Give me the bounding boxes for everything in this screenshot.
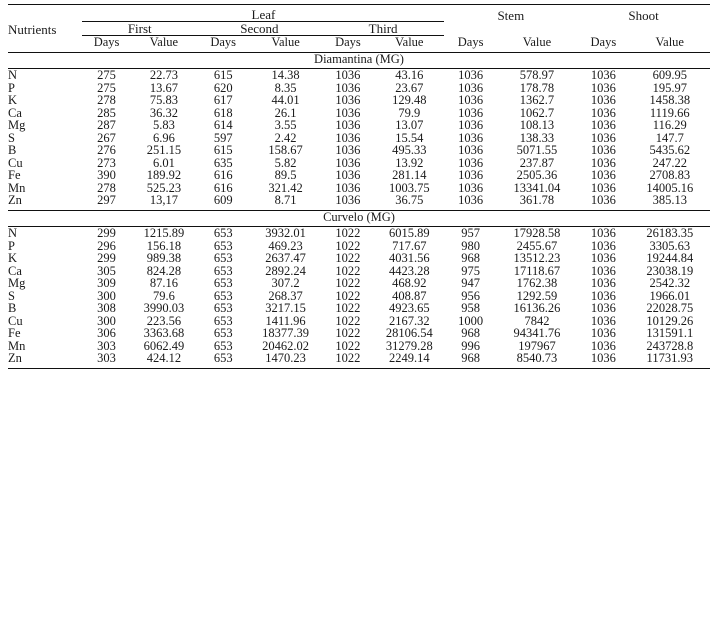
table-cell: 1036 xyxy=(458,143,484,157)
table-cell: 20462.02 xyxy=(262,338,309,353)
table-cell: 13,17 xyxy=(149,193,178,207)
table-cell: 2249.14 xyxy=(388,351,430,365)
table-cell: 5.83 xyxy=(152,118,175,132)
table-cell: 616 xyxy=(213,168,233,182)
table-cell: 13.67 xyxy=(149,80,178,95)
table-cell: 1036 xyxy=(335,68,361,82)
table-cell: 79.9 xyxy=(398,105,421,120)
table-cell: 14.38 xyxy=(271,68,300,82)
table-cell: 947 xyxy=(461,276,480,290)
row-nutrient-label: Mn xyxy=(8,180,26,195)
table-cell: 1022 xyxy=(335,313,361,328)
table-cell: 13.07 xyxy=(395,118,424,132)
table-cell: 1036 xyxy=(590,326,616,340)
table-cell: 1022 xyxy=(335,351,361,365)
table-cell: 131591.1 xyxy=(646,326,694,340)
table-cell: 1036 xyxy=(335,93,361,107)
subheader-leaf-first-days: Days xyxy=(93,35,120,49)
section-title: Curvelo (MG) xyxy=(323,209,395,224)
subheader-stem-days: Days xyxy=(457,35,484,49)
table-cell: 2637.47 xyxy=(265,251,306,265)
table-cell: 14005.16 xyxy=(646,180,694,195)
table-cell: 321.42 xyxy=(268,180,303,195)
row-nutrient-label: Mg xyxy=(8,276,26,290)
table-cell: 3990.03 xyxy=(143,301,185,315)
table-cell: 2505.36 xyxy=(516,168,558,182)
section-title: Diamantina (MG) xyxy=(314,51,404,66)
table-cell: 296 xyxy=(97,238,116,253)
table-cell: 956 xyxy=(461,288,480,303)
nutrients-table xyxy=(8,4,710,369)
table-cell: 1022 xyxy=(335,251,361,265)
table-cell: 8.35 xyxy=(274,80,297,95)
table-cell: 635 xyxy=(213,155,233,170)
table-cell: 2892.24 xyxy=(265,263,306,278)
table-cell: 653 xyxy=(213,326,233,340)
row-nutrient-label: S xyxy=(8,288,15,303)
table-cell: 1036 xyxy=(458,105,484,120)
table-cell: 390 xyxy=(97,168,116,182)
table-cell: 5.82 xyxy=(274,155,297,170)
col-group-stem: Stem xyxy=(497,7,525,23)
table-cell: 2455.67 xyxy=(516,238,558,253)
table-cell: 996 xyxy=(461,338,480,353)
table-cell: 1762.38 xyxy=(516,276,558,290)
table-cell: 6062.49 xyxy=(143,338,185,353)
table-cell: 28106.54 xyxy=(385,326,433,340)
row-nutrient-label: Ca xyxy=(8,263,22,278)
table-cell: 94341.76 xyxy=(513,326,561,340)
table-cell: 1411.96 xyxy=(265,313,306,328)
table-cell: 300 xyxy=(97,313,116,328)
row-nutrient-label: Zn xyxy=(8,351,22,365)
table-cell: 156.18 xyxy=(146,238,182,253)
section-title-row xyxy=(8,52,710,65)
table-cell: 1036 xyxy=(590,193,616,207)
row-nutrient-label: Mn xyxy=(8,338,26,353)
table-cell: 75.83 xyxy=(149,93,178,107)
table-cell: 243728.8 xyxy=(646,338,694,353)
leaf-subgroup-row xyxy=(8,22,710,36)
table-cell: 299 xyxy=(97,251,116,265)
table-cell: 615 xyxy=(213,68,233,82)
table-cell: 525.23 xyxy=(146,180,182,195)
row-nutrient-label: K xyxy=(8,93,18,107)
table-cell: 1036 xyxy=(335,193,361,207)
table-cell: 1036 xyxy=(590,238,616,253)
table-cell: 1036 xyxy=(590,263,616,278)
table-cell: 1036 xyxy=(335,105,361,120)
subheader-leaf-third-value: Value xyxy=(395,35,424,49)
table-cell: 17928.58 xyxy=(513,226,561,240)
table-cell: 7842 xyxy=(524,313,550,328)
table-cell: 1036 xyxy=(335,80,361,95)
table-cell: 309 xyxy=(97,276,116,290)
table-cell: 22028.75 xyxy=(646,301,694,315)
table-cell: 968 xyxy=(461,351,480,365)
row-nutrient-label: S xyxy=(8,130,15,145)
row-nutrient-label: N xyxy=(8,226,18,240)
table-cell: 23.67 xyxy=(395,80,424,95)
section-title-row xyxy=(8,210,710,223)
table-cell: 16136.26 xyxy=(513,301,561,315)
table-cell: 2708.83 xyxy=(649,168,691,182)
table-cell: 178.78 xyxy=(519,80,555,95)
table-cell: 237.87 xyxy=(519,155,555,170)
col-group-shoot: Shoot xyxy=(628,7,659,23)
table-cell: 597 xyxy=(213,130,233,145)
table-cell: 408.87 xyxy=(392,288,427,303)
table-cell: 158.67 xyxy=(268,143,303,157)
table-cell: 1036 xyxy=(458,168,484,182)
table-cell: 1003.75 xyxy=(388,180,430,195)
table-cell: 197967 xyxy=(518,338,556,353)
table-cell: 306 xyxy=(97,326,116,340)
subheader-shoot-value: Value xyxy=(655,35,684,49)
table-cell: 653 xyxy=(213,263,233,278)
table-cell: 287 xyxy=(97,118,116,132)
table-cell: 267 xyxy=(97,130,116,145)
table-cell: 308 xyxy=(97,301,116,315)
subheader-blank xyxy=(8,36,82,49)
table-cell: 11731.93 xyxy=(646,351,693,365)
row-nutrient-label: Fe xyxy=(8,326,21,340)
table-cell: 957 xyxy=(461,226,480,240)
table-cell: 653 xyxy=(213,251,233,265)
table-cell: 275 xyxy=(97,80,116,95)
table-cell: 1036 xyxy=(335,143,361,157)
table-cell: 8540.73 xyxy=(516,351,558,365)
col-group-leaf: Leaf xyxy=(82,8,444,22)
table-cell: 108.13 xyxy=(519,118,555,132)
table-cell: 1036 xyxy=(590,313,616,328)
table-cell: 1022 xyxy=(335,226,361,240)
table-cell: 189.92 xyxy=(146,168,182,182)
table-cell: 1036 xyxy=(590,351,616,365)
subheader-shoot-days: Days xyxy=(590,35,617,49)
table-cell: 617 xyxy=(213,93,233,107)
table-cell: 958 xyxy=(461,301,480,315)
row-nutrient-label: Cu xyxy=(8,155,23,170)
table-cell: 305 xyxy=(97,263,116,278)
table-row xyxy=(8,169,710,182)
table-cell: 275 xyxy=(97,68,116,82)
row-nutrient-label: P xyxy=(8,238,15,253)
table-cell: 36.32 xyxy=(149,105,178,120)
table-cell: 26.1 xyxy=(274,105,297,120)
table-cell: 1036 xyxy=(335,130,361,145)
table-cell: 1036 xyxy=(590,80,616,95)
group-header-row xyxy=(8,8,710,22)
table-cell: 361.78 xyxy=(519,193,555,207)
table-cell: 1036 xyxy=(458,130,484,145)
table-cell: 1036 xyxy=(590,276,616,290)
table-cell: 1036 xyxy=(590,168,616,182)
table-cell: 89.5 xyxy=(274,168,297,182)
table-cell: 1036 xyxy=(335,118,361,132)
table-cell: 609 xyxy=(213,193,233,207)
table-cell: 1022 xyxy=(335,238,361,253)
table-cell: 297 xyxy=(97,193,116,207)
table-cell: 1119.66 xyxy=(649,105,690,120)
table-cell: 303 xyxy=(97,338,116,353)
table-cell: 618 xyxy=(213,105,233,120)
row-nutrient-label: Cu xyxy=(8,313,23,328)
table-cell: 3305.63 xyxy=(649,238,691,253)
table-cell: 1036 xyxy=(590,118,616,132)
table-cell: 18377.39 xyxy=(262,326,309,340)
table-cell: 1062.7 xyxy=(519,105,555,120)
table-row xyxy=(8,277,710,290)
table-cell: 278 xyxy=(97,180,116,195)
table-cell: 1022 xyxy=(335,301,361,315)
col-group-leaf-second: Second xyxy=(197,22,322,36)
table-cell: 1215.89 xyxy=(143,226,185,240)
table-cell: 989.38 xyxy=(146,251,182,265)
row-nutrient-label: B xyxy=(8,143,17,157)
row-nutrient-label: P xyxy=(8,80,15,95)
table-row xyxy=(8,69,710,82)
table-cell: 26183.35 xyxy=(646,226,694,240)
table-row xyxy=(8,227,710,240)
table-cell: 1292.59 xyxy=(516,288,558,303)
table-cell: 79.6 xyxy=(152,288,175,303)
table-cell: 653 xyxy=(213,351,233,365)
table-cell: 13341.04 xyxy=(513,180,561,195)
table-cell: 278 xyxy=(97,93,116,107)
subheader-stem-value: Value xyxy=(522,35,552,49)
table-cell: 6015.89 xyxy=(388,226,430,240)
col-header-nutrients: Nutrients xyxy=(8,21,57,37)
table-cell: 653 xyxy=(213,338,233,353)
table-cell: 1036 xyxy=(590,143,616,157)
stem-spacer xyxy=(444,22,577,36)
table-row xyxy=(8,94,710,107)
table-row xyxy=(8,119,710,132)
table-cell: 1036 xyxy=(458,68,484,82)
table-cell: 1036 xyxy=(458,180,484,195)
table-row xyxy=(8,144,710,157)
table-cell: 5071.55 xyxy=(516,143,558,157)
table-cell: 276 xyxy=(97,143,116,157)
table-cell: 44.01 xyxy=(271,93,300,107)
table-cell: 43.16 xyxy=(395,68,424,82)
table-body xyxy=(8,52,710,368)
table-cell: 4031.56 xyxy=(388,251,430,265)
table-cell: 469.23 xyxy=(268,238,303,253)
row-nutrient-label: N xyxy=(8,68,18,82)
table-cell: 300 xyxy=(97,288,116,303)
table-cell: 1036 xyxy=(590,68,616,82)
table-cell: 1036 xyxy=(590,180,616,195)
table-cell: 1022 xyxy=(335,338,361,353)
col-group-leaf-third: Third xyxy=(322,22,445,36)
bottom-rule xyxy=(8,365,710,369)
table-cell: 10129.26 xyxy=(646,313,694,328)
table-cell: 824.28 xyxy=(146,263,182,278)
table-cell: 1022 xyxy=(335,263,361,278)
table-cell: 1036 xyxy=(590,251,616,265)
subheader-leaf-second-days: Days xyxy=(210,35,237,49)
table-cell: 273 xyxy=(97,155,116,170)
row-nutrient-label: Mg xyxy=(8,118,26,132)
subheader-leaf-second-value: Value xyxy=(271,35,300,49)
table-cell: 247.22 xyxy=(652,155,687,170)
table-row xyxy=(8,327,710,340)
table-cell: 653 xyxy=(213,226,233,240)
table-cell: 1036 xyxy=(590,105,616,120)
table-cell: 385.13 xyxy=(652,193,687,207)
table-cell: 285 xyxy=(97,105,116,120)
table-cell: 1362.7 xyxy=(519,93,555,107)
row-nutrient-label: Fe xyxy=(8,168,21,182)
table-cell: 1036 xyxy=(590,288,616,303)
table-cell: 116.29 xyxy=(652,118,687,132)
table-row xyxy=(8,352,710,365)
table-cell: 307.2 xyxy=(271,276,300,290)
table-cell: 13512.23 xyxy=(513,251,561,265)
table-cell: 223.56 xyxy=(146,313,182,328)
table-cell: 3363.68 xyxy=(143,326,185,340)
table-cell: 1036 xyxy=(335,180,361,195)
row-nutrient-label: Zn xyxy=(8,193,22,207)
table-cell: 653 xyxy=(213,301,233,315)
table-cell: 975 xyxy=(461,263,480,278)
subheader-row xyxy=(8,36,710,49)
table-cell: 614 xyxy=(213,118,233,132)
row-nutrient-label: Ca xyxy=(8,105,22,120)
table-cell: 2167.32 xyxy=(388,313,430,328)
table-cell: 87.16 xyxy=(149,276,178,290)
table-row xyxy=(8,194,710,207)
shoot-spacer xyxy=(577,22,710,36)
table-cell: 1036 xyxy=(458,118,484,132)
table-cell: 616 xyxy=(213,180,233,195)
table-cell: 36.75 xyxy=(395,193,424,207)
table-cell: 2542.32 xyxy=(649,276,691,290)
table-cell: 1036 xyxy=(590,226,616,240)
table-cell: 13.92 xyxy=(395,155,424,170)
table-cell: 6.01 xyxy=(152,155,175,170)
col-group-leaf-first: First xyxy=(82,22,197,36)
table-cell: 3932.01 xyxy=(265,226,306,240)
table-cell: 299 xyxy=(97,226,116,240)
table-cell: 980 xyxy=(461,238,480,253)
table-cell: 19244.84 xyxy=(646,251,694,265)
table-cell: 424.12 xyxy=(146,351,182,365)
table-cell: 1000 xyxy=(458,313,484,328)
table-cell: 1036 xyxy=(458,80,484,95)
table-cell: 22.73 xyxy=(149,68,178,82)
subheader-leaf-first-value: Value xyxy=(149,35,179,49)
table-cell: 1036 xyxy=(458,193,484,207)
table-cell: 4923.65 xyxy=(388,301,430,315)
table-cell: 1458.38 xyxy=(649,93,691,107)
table-row xyxy=(8,252,710,265)
table-cell: 578.97 xyxy=(519,68,555,82)
table-cell: 609.95 xyxy=(652,68,687,82)
table-cell: 6.96 xyxy=(152,130,175,145)
table-cell: 15.54 xyxy=(395,130,424,145)
table-cell: 620 xyxy=(213,80,233,95)
table-cell: 2.42 xyxy=(274,130,297,145)
table-cell: 1036 xyxy=(590,155,616,170)
table-cell: 1966.01 xyxy=(649,288,691,303)
table-cell: 5435.62 xyxy=(649,143,691,157)
table-cell: 1036 xyxy=(458,155,484,170)
table-cell: 717.67 xyxy=(392,238,427,253)
table-cell: 23038.19 xyxy=(646,263,694,278)
table-cell: 3217.15 xyxy=(265,301,306,315)
table-cell: 1036 xyxy=(590,93,616,107)
table-cell: 1022 xyxy=(335,326,361,340)
table-cell: 1036 xyxy=(335,155,361,170)
table-cell: 138.33 xyxy=(519,130,555,145)
table-row xyxy=(8,302,710,315)
table-cell: 303 xyxy=(97,351,116,365)
table-cell: 268.37 xyxy=(268,288,303,303)
table-cell: 31279.28 xyxy=(385,338,433,353)
row-nutrient-label: K xyxy=(8,251,18,265)
table-cell: 1036 xyxy=(335,168,361,182)
table-cell: 1036 xyxy=(590,301,616,315)
table-cell: 1036 xyxy=(590,338,616,353)
table-cell: 281.14 xyxy=(392,168,427,182)
table-cell: 3.55 xyxy=(274,118,297,132)
table-cell: 653 xyxy=(213,238,233,253)
row-nutrient-label: B xyxy=(8,301,17,315)
table-cell: 1036 xyxy=(458,93,484,107)
table-cell: 495.33 xyxy=(392,143,427,157)
table-cell: 653 xyxy=(213,276,233,290)
table-cell: 4423.28 xyxy=(388,263,430,278)
table-cell: 653 xyxy=(213,288,233,303)
table-cell: 1036 xyxy=(590,130,616,145)
table-cell: 1022 xyxy=(335,288,361,303)
table-cell: 1022 xyxy=(335,276,361,290)
table-cell: 968 xyxy=(461,251,480,265)
table-cell: 17118.67 xyxy=(513,263,561,278)
table-cell: 8.71 xyxy=(274,193,297,207)
table-cell: 195.97 xyxy=(652,80,687,95)
table-cell: 653 xyxy=(213,313,233,328)
table-cell: 615 xyxy=(213,143,233,157)
subheader-leaf-third-days: Days xyxy=(335,35,361,49)
table-cell: 468.92 xyxy=(392,276,427,290)
table-cell: 251.15 xyxy=(146,143,182,157)
table-cell: 129.48 xyxy=(392,93,427,107)
table-cell: 1470.23 xyxy=(265,351,306,365)
table-cell: 147.7 xyxy=(655,130,684,145)
table-cell: 968 xyxy=(461,326,480,340)
